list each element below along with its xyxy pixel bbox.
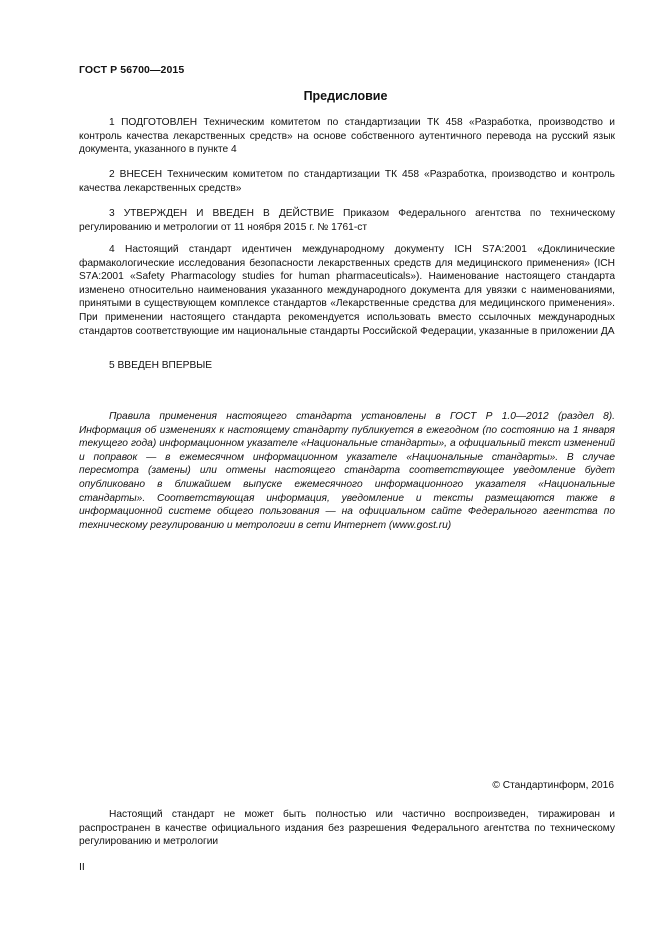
foreword-item-text: 5 ВВЕДЕН ВПЕРВЫЕ <box>109 360 213 371</box>
foreword-item-3 <box>79 207 615 234</box>
section-title: Предисловие <box>303 89 388 103</box>
foreword-item-text: 4 Настоящий стандарт идентичен международному документу ICH S7A:2001 «Доклинические фармакологические исследования безопасности лекарственных средств для медицинского применения» (ICH S7A:2001 «Safety Pharmacology studies for human pharmaceuticals»). Наименование настоящего стандарта изменено относительно наименования указанного международного документа для увязки с наименованиями, принятыми в существующем комплексе стандартов «Лекарственные средства для медицинского применения». При применении настоящего стандарта рекомендуется использовать вместо ссылочных международных стандартов соответствующие им национальные стандарты Российской Федерации, указанные в приложении ДА <box>79 244 615 337</box>
notice-text: Правила применения настоящего стандарта установлены в ГОСТ Р 1.0—2012 (раздел 8). Информация об изменениях к настоящему стандарту публикуется в ежегодном (по состоянию на 1 января текущего года) информационном указателе «Национальные стандарты», а официальный текст изменений и поправок — в ежемесячном информационном указателе «Национальные стандарты». В случае пересмотра (замены) или отмены настоящего стандарта соответствующее уведомление будет опубликовано в ближайшем выпуске ежемесячного информационного указателя «Национальные стандарты». Соответствующая информация, уведомление и тексты размещаются также в информационной системе общего пользования — на официальном сайте Федерального агентства по техническому регулированию и метрологии в сети Интернет (www.gost.ru) <box>79 411 615 531</box>
foreword-item-text: 1 ПОДГОТОВЛЕН Техническим комитетом по стандартизации ТК 458 «Разработка, производство и контроль качества лекарственных средств» на основе собственного аутентичного перевода на русский язык документа, указанного в пункте 4 <box>79 117 615 156</box>
foreword-item-text: 3 УТВЕРЖДЕН И ВВЕДЕН В ДЕЙСТВИЕ Приказом Федерального агентства по техническому регулированию и метрологии от 11 ноября 2015 г. № 1761-ст <box>79 208 615 233</box>
foreword-item-5 <box>79 359 615 373</box>
application-rules-notice <box>79 410 615 532</box>
copyright: © Стандартинформ, 2016 <box>492 780 614 791</box>
page-number: II <box>79 861 85 873</box>
document-code: ГОСТ Р 56700—2015 <box>79 64 185 76</box>
foreword-item-text: 2 ВНЕСЕН Техническим комитетом по стандартизации ТК 458 «Разработка, производство и контроль качества лекарственных средств» <box>79 169 615 194</box>
foreword-item-2 <box>79 168 615 195</box>
reproduction-notice-text: Настоящий стандарт не может быть полностью или частично воспроизведен, тиражирован и распространен в качестве официального издания без разрешения Федерального агентства по техническому регулированию и метрологии <box>79 809 615 848</box>
foreword-item-1 <box>79 116 615 157</box>
foreword-item-4 <box>79 243 615 338</box>
reproduction-notice <box>79 808 615 849</box>
